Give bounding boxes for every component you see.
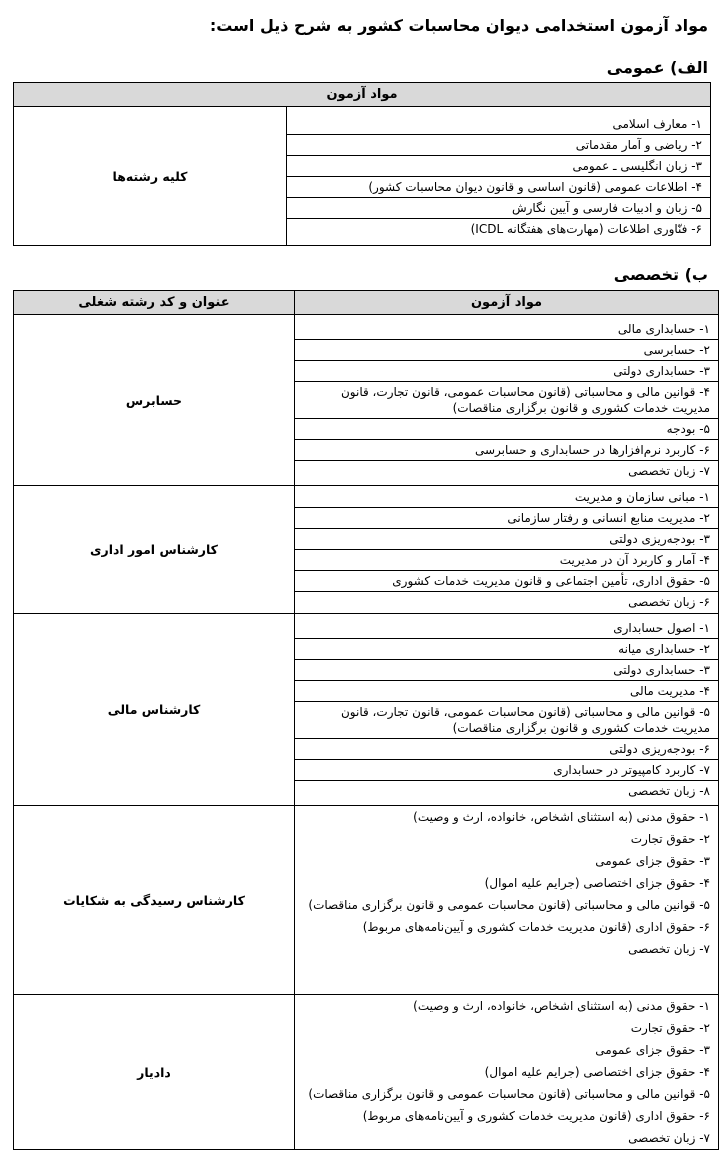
specialized-subjects-table [13, 290, 719, 1150]
subject-item: ۷- زبان تخصصی [628, 1131, 710, 1145]
subject-item: ۴- حقوق جزای اختصاصی (جرایم علیه اموال) [484, 876, 710, 890]
subject-item: ۷- کاربرد کامپیوتر در حسابداری [295, 760, 718, 781]
subject-item: ۳- بودجه‌ریزی دولتی [295, 529, 718, 550]
subject-item: ۳- حقوق جزای عمومی [595, 1043, 710, 1057]
section-general-heading: الف) عمومی [606, 58, 708, 77]
specialized-header-subjects: مواد آزمون [295, 291, 719, 315]
group-items-cell [295, 486, 719, 614]
group-items-cell [295, 995, 719, 1150]
subject-item: ۱- معارف اسلامی [287, 114, 710, 135]
group-items-list [295, 319, 718, 481]
subject-item: ۶- بودجه‌ریزی دولتی [295, 739, 718, 760]
subject-item: ۲- ریاضی و آمار مقدماتی [287, 135, 710, 156]
subject-item: ۸- زبان تخصصی [628, 784, 710, 798]
subject-item: ۲- حسابداری میانه [295, 639, 718, 660]
group-items-list [295, 487, 718, 612]
group-items-list [295, 618, 718, 801]
subject-item: ۱- اصول حسابداری [295, 618, 718, 639]
subject-item: ۲- حقوق تجارت [630, 832, 710, 846]
subject-item: ۶- فنّاوری اطلاعات (مهارت‌های هفتگانه ICDL) [470, 221, 702, 236]
subject-item: ۱- حقوق مدنی (به استثنای اشخاص، خانواده، ارث و وصیت) [413, 810, 710, 824]
subject-item: ۵- حقوق اداری، تأمین اجتماعی و قانون مدیریت خدمات کشوری [295, 571, 718, 592]
general-category: کلیه رشته‌ها [14, 107, 287, 246]
subject-item: ۱- مبانی سازمان و مدیریت [295, 487, 718, 508]
subject-item: ۶- زبان تخصصی [628, 595, 710, 609]
group-items-cell [295, 806, 719, 995]
subject-item: ۵- قوانین مالی و محاسباتی (قانون محاسبات عمومی و قانون برگزاری مناقصات) [308, 898, 710, 912]
subject-item: ۵- بودجه [295, 419, 718, 440]
subject-item: ۴- مدیریت مالی [295, 681, 718, 702]
subject-item: ۴- قوانین مالی و محاسباتی (قانون محاسبات عمومی، قانون تجارت، قانون مدیریت خدمات کشوری و قانون برگزاری مناقصات) [295, 382, 718, 419]
subject-item: ۳- حسابداری دولتی [295, 660, 718, 681]
group-title: دادیار [14, 995, 295, 1150]
subject-item: ۶- حقوق اداری (قانون مدیریت خدمات کشوری و آیین‌نامه‌های مربوط) [362, 920, 710, 934]
subject-item: ۵- قوانین مالی و محاسباتی (قانون محاسبات عمومی و قانون برگزاری مناقصات) [308, 1087, 710, 1101]
subject-item: ۳- حقوق جزای عمومی [595, 854, 710, 868]
group-row [14, 614, 719, 806]
subject-item: ۶- کاربرد نرم‌افزارها در حسابداری و حسابرسی [295, 440, 718, 461]
general-subjects-table [13, 82, 711, 246]
subject-item: ۱- حسابداری مالی [295, 319, 718, 340]
section-specialized-heading: ب) تخصصی [613, 265, 708, 284]
group-row [14, 486, 719, 614]
subject-item: ۶- حقوق اداری (قانون مدیریت خدمات کشوری و آیین‌نامه‌های مربوط) [362, 1109, 710, 1123]
subject-item: ۲- حسابرسی [295, 340, 718, 361]
group-row [14, 315, 719, 486]
group-items-cell [295, 614, 719, 806]
general-header-subjects: مواد آزمون [14, 83, 711, 107]
subject-item: ۴- آمار و کاربرد آن در مدیریت [295, 550, 718, 571]
group-items-list [295, 995, 718, 1149]
subject-item: ۷- زبان تخصصی [628, 942, 710, 956]
general-items-list [287, 114, 710, 239]
subject-item: ۴- اطلاعات عمومی (قانون اساسی و قانون دیوان محاسبات کشور) [287, 177, 710, 198]
group-title: حسابرس [14, 315, 295, 486]
document-title: مواد آزمون استخدامی دیوان محاسبات کشور به شرح ذیل است: [209, 16, 708, 35]
group-title: کارشناس امور اداری [14, 486, 295, 614]
specialized-header-title: عنوان و کد رشته شغلی [14, 291, 295, 315]
general-items-cell [287, 107, 711, 246]
group-row [14, 806, 719, 995]
subject-item: ۳- حسابداری دولتی [295, 361, 718, 382]
subject-item: ۲- حقوق تجارت [630, 1021, 710, 1035]
group-title: کارشناس رسیدگی به شکایات [14, 806, 295, 995]
subject-item: ۴- حقوق جزای اختصاصی (جرایم علیه اموال) [484, 1065, 710, 1079]
subject-item: ۵- زبان و ادبیات فارسی و آیین نگارش [287, 198, 710, 219]
group-items-cell [295, 315, 719, 486]
subject-item: ۲- مدیریت منابع انسانی و رفتار سازمانی [295, 508, 718, 529]
subject-item: ۷- زبان تخصصی [628, 464, 710, 478]
subject-item: ۱- حقوق مدنی (به استثنای اشخاص، خانواده، ارث و وصیت) [413, 999, 710, 1013]
group-title: کارشناس مالی [14, 614, 295, 806]
subject-item: ۳- زبان انگلیسی ـ عمومی [287, 156, 710, 177]
group-items-list [295, 806, 718, 960]
group-row [14, 995, 719, 1150]
subject-item: ۵- قوانین مالی و محاسباتی (قانون محاسبات عمومی، قانون تجارت، قانون مدیریت خدمات کشوری و قانون برگزاری مناقصات) [295, 702, 718, 739]
